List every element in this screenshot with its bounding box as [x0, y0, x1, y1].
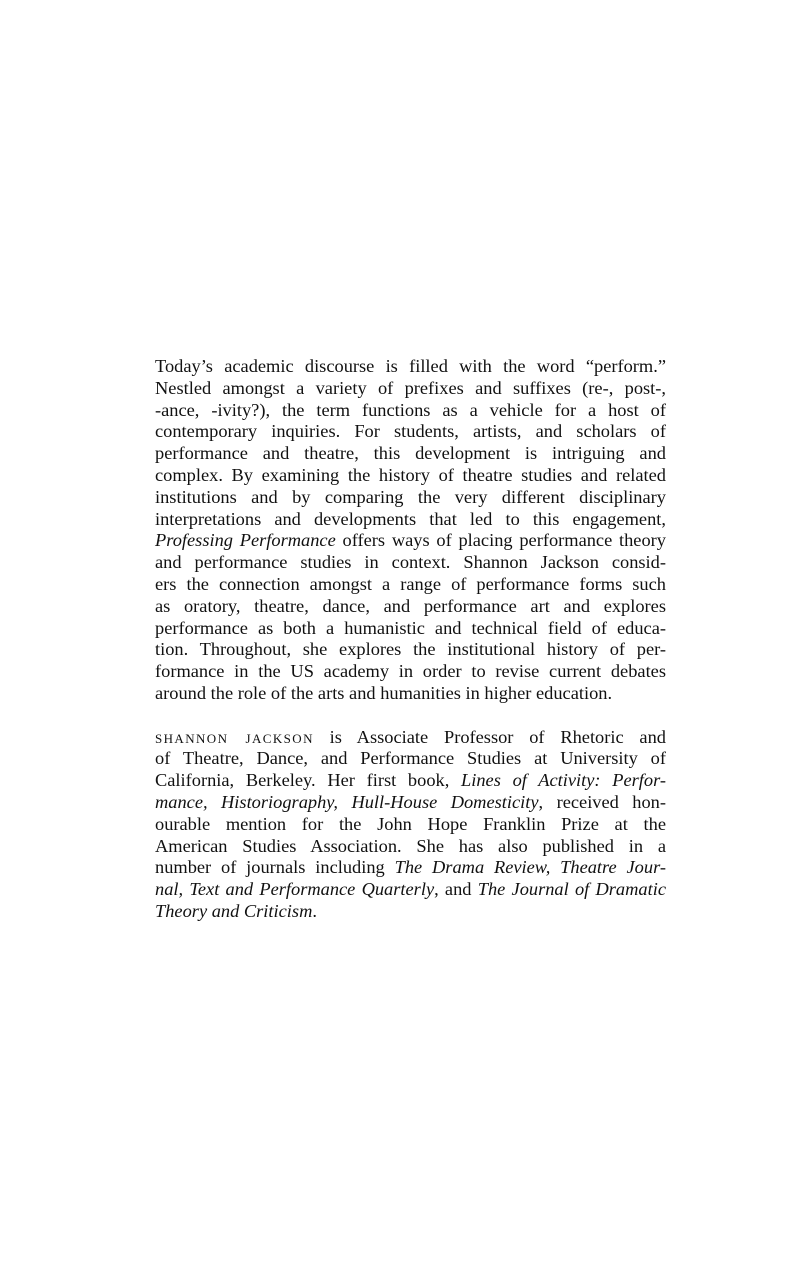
text-run: number of journals including: [155, 857, 395, 878]
bio-line: [155, 727, 666, 749]
text-run: Today’s academic discourse is filled with the word “perform.”: [155, 356, 666, 376]
italic-title-text: Lines of Activity: Perfor-: [461, 770, 666, 791]
text-run: Nestled amongst a variety of prefixes and suffixes (re-, post-,: [155, 377, 666, 398]
text-run: ourable mention for the John Hope Franklin Prize at the: [155, 813, 666, 834]
text-run: -ance, -ivity?), the term functions as a vehicle for a host of: [155, 399, 666, 420]
description-line: [155, 443, 666, 465]
description-line: [155, 661, 666, 683]
italic-title-text: nal, Text and Performance Quarterly: [155, 879, 435, 900]
description-line: [155, 421, 666, 443]
bio-line: [155, 814, 666, 836]
description-line: [155, 574, 666, 596]
description-line: [155, 487, 666, 509]
italic-title-text: The Drama Review, Theatre Jour-: [394, 857, 666, 878]
description-line: [155, 356, 666, 378]
description-line: [155, 683, 666, 705]
description-line: [155, 552, 666, 574]
text-run: offers ways of placing performance theory: [335, 530, 666, 551]
description-line: [155, 596, 666, 618]
text-run: interpretations and developments that led to this engagement,: [155, 508, 666, 529]
description-line: [155, 400, 666, 422]
bio-line: [155, 901, 666, 923]
description-line: [155, 639, 666, 661]
author-name: shannon jackson: [155, 726, 314, 747]
text-run: .: [312, 900, 317, 921]
author-bio-paragraph: [155, 727, 666, 923]
text-run: performance and theatre, this development is intriguing and: [155, 443, 666, 464]
italic-title-text: Professing Performance: [155, 530, 336, 551]
text-run: institutions and by comparing the very different disciplinary: [155, 486, 666, 507]
paragraph-spacer: [155, 705, 666, 727]
text-run: American Studies Association. She has also published in a: [155, 835, 666, 856]
bio-line: [155, 857, 666, 879]
text-run: and performance studies in context. Shannon Jackson consid-: [155, 552, 666, 573]
description-line: [155, 509, 666, 531]
bio-line: [155, 879, 666, 901]
bio-line: [155, 792, 666, 814]
back-cover-text: [155, 356, 666, 923]
text-run: around the role of the arts and humanities in higher education.: [155, 682, 613, 703]
description-line: [155, 465, 666, 487]
text-run: California, Berkeley. Her first book,: [155, 770, 462, 791]
text-run: , and: [434, 879, 478, 900]
description-line: [155, 530, 666, 552]
text-run: ers the connection amongst a range of performance forms such: [155, 573, 666, 594]
text-run: is Associate Professor of Rhetoric and: [313, 726, 666, 747]
italic-title-text: The Journal of Dramatic: [477, 879, 666, 900]
text-run: of Theatre, Dance, and Performance Studies at University of: [155, 748, 666, 769]
bio-line: [155, 748, 666, 770]
description-line: [155, 618, 666, 640]
text-run: as oratory, theatre, dance, and performance art and explores: [155, 595, 666, 616]
book-description-paragraph: [155, 356, 666, 705]
text-run: tion. Throughout, she explores the institutional history of per-: [155, 639, 666, 660]
text-run: , received hon-: [538, 791, 666, 812]
italic-title-text: mance, Historiography, Hull-House Domesticity: [155, 791, 539, 812]
bio-line: [155, 770, 666, 792]
bio-line: [155, 836, 666, 858]
italic-title-text: Theory and Criticism: [155, 900, 313, 921]
description-line: [155, 378, 666, 400]
text-run: complex. By examining the history of theatre studies and related: [155, 464, 666, 485]
text-run: contemporary inquiries. For students, artists, and scholars of: [155, 421, 666, 442]
text-run: performance as both a humanistic and technical field of educa-: [155, 617, 666, 638]
text-run: formance in the US academy in order to revise current debates: [155, 661, 666, 682]
